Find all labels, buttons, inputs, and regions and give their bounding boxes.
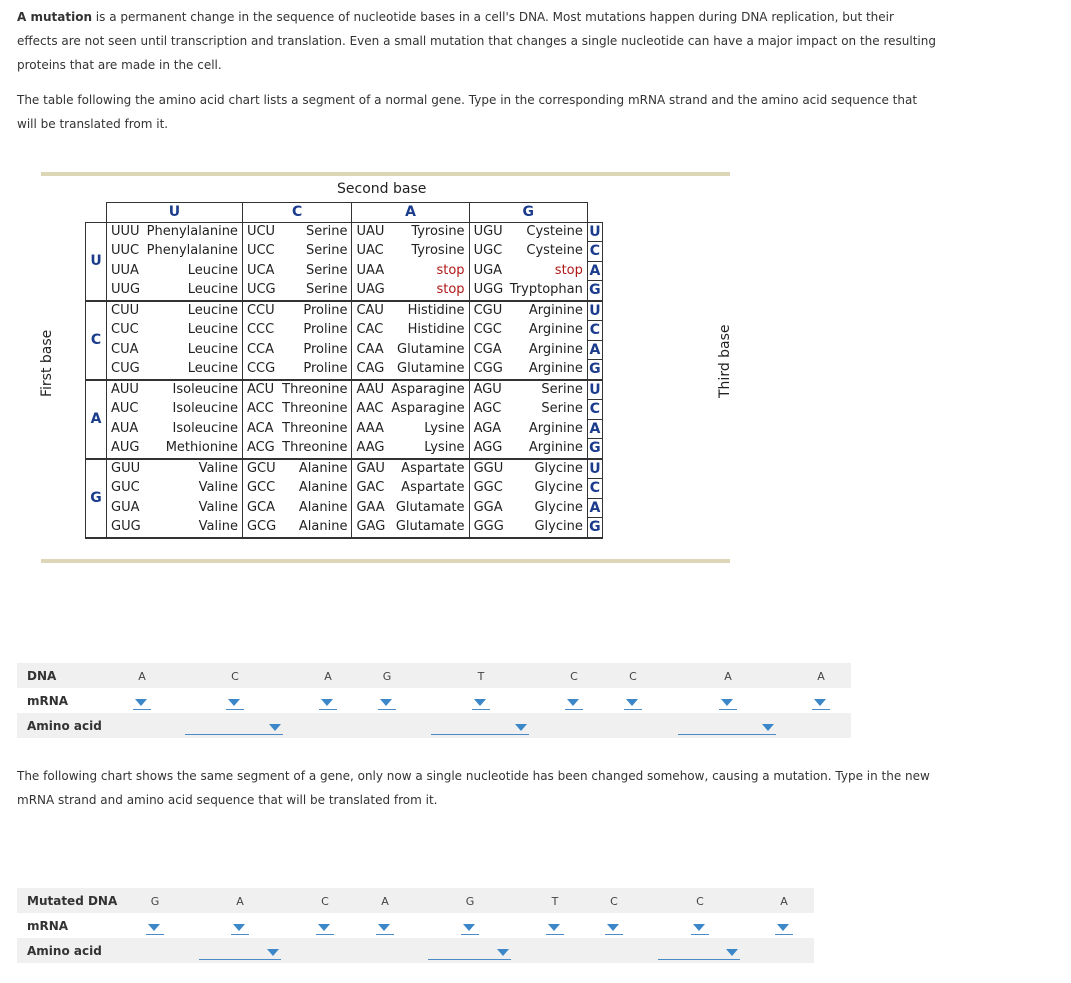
amino-acid-name: Proline [279,340,352,360]
dropdown-underline [428,959,511,960]
chevron-down-icon [269,724,281,731]
intro-paragraph [17,5,937,77]
amino-acid-dropdown[interactable] [199,944,281,960]
amino-acid-name: Threonine [279,380,352,400]
mrna-base-dropdown[interactable] [316,919,334,935]
dropdown-underline [226,709,244,710]
amino-acid-name: Arginine [507,360,588,380]
amino-acid-name: Arginine [507,419,588,439]
codon: GGG [469,518,507,538]
chevron-down-icon [474,699,486,706]
third-base-a: A [587,261,602,281]
chevron-down-icon [515,724,527,731]
codon: CGA [469,340,507,360]
codon-row [86,380,603,400]
codon: GUU [107,459,144,479]
codon: UUC [107,242,144,262]
third-base-c: C [587,479,602,499]
codon: UCG [242,281,279,301]
second-base-c: C [242,203,352,223]
dna-row-label: DNA [27,669,57,683]
amino-acid-name: Isoleucine [144,419,243,439]
codon: AGA [469,419,507,439]
mrna-base-dropdown[interactable] [146,919,164,935]
dna-nucleotide: C [570,670,578,683]
header-spacer-right [587,203,602,223]
codon: UUA [107,261,144,281]
mutated-amino-acid-row-label: Amino acid [27,944,102,958]
codon: AAC [352,400,388,420]
dna-nucleotide: C [231,670,239,683]
codon: AUC [107,400,144,420]
dna-nucleotide: A [138,670,146,683]
codon: UGG [469,281,507,301]
mutation-term: A mutation [17,10,92,24]
dna-nucleotide: T [551,895,559,908]
codon: AGC [469,400,507,420]
amino-acid-name: Tyrosine [388,222,469,242]
amino-acid-name: Aspartate [388,459,469,479]
amino-acid-dropdown[interactable] [431,719,529,735]
dropdown-underline [624,709,642,710]
amino-acid-dropdown[interactable] [428,944,511,960]
dropdown-underline [565,709,583,710]
amino-acid-name: Asparagine [388,400,469,420]
dropdown-underline [378,709,396,710]
codon: CGG [469,360,507,380]
codon: GAG [352,518,388,538]
codon-row [86,419,603,439]
codon-row [86,261,603,281]
dna-nucleotide: G [465,895,475,908]
codon-row [86,222,603,242]
mutated-mrna-row-label: mRNA [27,919,69,933]
codon: UUG [107,281,144,301]
amino-acid-row-label: Amino acid [27,719,102,733]
amino-acid-name: Leucine [144,301,243,321]
chevron-down-icon [626,699,638,706]
dropdown-underline [605,934,623,935]
dropdown-underline [316,934,334,935]
amino-acid-name: Arginine [507,439,588,459]
amino-acid-name: Phenylalanine [144,222,243,242]
amino-acid-name: Glycine [507,518,588,538]
chevron-down-icon [321,699,333,706]
chevron-down-icon [721,699,733,706]
dna-nucleotide: C [696,895,704,908]
first-base-label: First base [39,329,55,397]
amino-acid-name: Glutamate [388,498,469,518]
chevron-down-icon [380,699,392,706]
amino-acid-name: Cysteine [507,242,588,262]
codon: AGU [469,380,507,400]
third-base-g: G [587,518,602,538]
codon: GGU [469,459,507,479]
dropdown-underline [678,734,776,735]
amino-acid-row [17,713,851,738]
intro-text: is a permanent change in the sequence of nucleotide bases in a cell's DNA. Most mutations happen during DNA replication, but their effects are not seen until transcription and translation. Even a small mutation that changes a single nucleotide can have a major impact on the resulting proteins that are made in the cell. [17,10,936,72]
chevron-down-icon [378,924,390,931]
codon: CUU [107,301,144,321]
third-base-label: Third base [717,324,733,398]
codon-row [86,281,603,301]
chevron-down-icon [777,924,789,931]
mrna-base-dropdown[interactable] [546,919,564,935]
codon-row [86,301,603,321]
codon: GCU [242,459,279,479]
codon-row [86,340,603,360]
chevron-down-icon [233,924,245,931]
amino-acid-name: Arginine [507,301,588,321]
second-base-label: Second base [337,181,427,197]
amino-acid-name: Valine [144,518,243,538]
mrna-row [17,688,851,713]
codon: GAC [352,479,388,499]
codon: CAC [352,321,388,341]
codon-row [86,242,603,262]
stop-codon-label: stop [388,281,469,301]
codon: CAA [352,340,388,360]
amino-acid-dropdown[interactable] [185,719,283,735]
codon: UAC [352,242,388,262]
dropdown-underline [691,934,709,935]
amino-acid-name: Leucine [144,321,243,341]
amino-acid-name: Tryptophan [507,281,588,301]
header-spacer [86,203,107,223]
dropdown-underline [546,934,564,935]
third-base-g: G [587,360,602,380]
dropdown-underline [376,934,394,935]
codon-row [86,518,603,538]
third-base-a: A [587,498,602,518]
amino-acid-name: Serine [279,222,352,242]
amino-acid-name: Serine [279,242,352,262]
mutation-instructions: The following chart shows the same segment of a gene, only now a single nucleotide has been changed somehow, causing a mutation. Type in the new mRNA strand and amino acid sequence that will be translated from it. [17,769,930,807]
mrna-base-dropdown[interactable] [461,919,479,935]
codon-row [86,439,603,459]
amino-acid-dropdown[interactable] [658,944,740,960]
codon: UGU [469,222,507,242]
first-base-u: U [86,222,107,301]
codon: GCC [242,479,279,499]
codon: UUU [107,222,144,242]
codon: CCA [242,340,279,360]
third-base-u: U [589,223,601,240]
amino-acid-name: Leucine [144,340,243,360]
codon: AGG [469,439,507,459]
mrna-base-dropdown[interactable] [624,694,642,710]
stop-codon-label: stop [388,261,469,281]
codon-row [86,459,603,479]
chevron-down-icon [228,699,240,706]
chevron-down-icon [762,724,774,731]
dropdown-underline [431,734,529,735]
codon: UCA [242,261,279,281]
dna-nucleotide: A [324,670,332,683]
dna-nucleotide: A [724,670,732,683]
third-base-g: G [587,281,602,301]
amino-acid-name: Histidine [388,321,469,341]
dropdown-underline [658,959,740,960]
chevron-down-icon [693,924,705,931]
chevron-down-icon [607,924,619,931]
amino-acid-name: Alanine [279,498,352,518]
third-base-g: G [587,439,602,459]
amino-acid-name: Threonine [279,419,352,439]
codon: AUU [107,380,144,400]
codon: UAG [352,281,388,301]
third-base-a: A [587,419,602,439]
dropdown-underline [461,934,479,935]
chevron-down-icon [135,699,147,706]
dna-nucleotide: A [381,895,389,908]
amino-acid-name: Proline [279,301,352,321]
amino-acid-name: Valine [144,498,243,518]
third-base-u: U [587,459,602,479]
dna-nucleotide: A [780,895,788,908]
mrna-base-dropdown[interactable] [378,694,396,710]
mutated-sequence-table [17,888,814,963]
chevron-down-icon [148,924,160,931]
codon: UGA [469,261,507,281]
codon: CUG [107,360,144,380]
dna-nucleotide: C [610,895,618,908]
amino-acid-name: Tyrosine [388,242,469,262]
mrna-base-dropdown[interactable] [719,694,737,710]
amino-acid-name: Threonine [279,439,352,459]
codon: CCG [242,360,279,380]
chevron-down-icon [567,699,579,706]
dropdown-underline [319,709,337,710]
codon-chart [39,172,733,563]
third-base-c: C [587,242,602,262]
codon: ACU [242,380,279,400]
amino-acid-name: Leucine [144,261,243,281]
amino-acid-name: Serine [279,281,352,301]
mrna-row-label: mRNA [27,694,69,708]
mrna-base-dropdown[interactable] [133,694,151,710]
amino-acid-name: Glutamine [388,360,469,380]
amino-acid-name: Serine [279,261,352,281]
chevron-down-icon [548,924,560,931]
codon: CGC [469,321,507,341]
codon: AAU [352,380,388,400]
first-base-a: A [86,380,107,459]
second-base-u: U [107,203,243,223]
dropdown-underline [812,709,830,710]
mrna-base-dropdown[interactable] [605,919,623,935]
dropdown-underline [185,734,283,735]
dropdown-underline [231,934,249,935]
dropdown-underline [719,709,737,710]
dropdown-underline [133,709,151,710]
mrna-base-dropdown[interactable] [472,694,490,710]
amino-acid-name: Histidine [388,301,469,321]
second-base-a: A [352,203,469,223]
third-base-c: C [587,321,602,341]
codon: GUA [107,498,144,518]
codon-row [86,479,603,499]
dna-row [17,663,851,688]
mrna-base-dropdown[interactable] [812,694,830,710]
amino-acid-name: Isoleucine [144,400,243,420]
chevron-down-icon [267,949,279,956]
mutated-dna-row [17,888,814,913]
dna-nucleotide: A [817,670,825,683]
codon: AUA [107,419,144,439]
dna-nucleotide: T [477,670,485,683]
codon: UCU [242,222,279,242]
amino-acid-name: Phenylalanine [144,242,243,262]
amino-acid-name: Arginine [507,340,588,360]
amino-acid-dropdown[interactable] [678,719,776,735]
third-base-u: U [587,301,602,321]
chevron-down-icon [463,924,475,931]
amino-acid-name: Proline [279,360,352,380]
amino-acid-name: Arginine [507,321,588,341]
codon: UGC [469,242,507,262]
amino-acid-name: Methionine [144,439,243,459]
codon: CGU [469,301,507,321]
amino-acid-name: Alanine [279,518,352,538]
chevron-down-icon [814,699,826,706]
chevron-down-icon [318,924,330,931]
amino-acid-name: Asparagine [388,380,469,400]
normal-sequence-table [17,663,851,738]
codon: UAA [352,261,388,281]
dropdown-underline [146,934,164,935]
amino-acid-name: Threonine [279,400,352,420]
codon: GGA [469,498,507,518]
amino-acid-name: Glycine [507,459,588,479]
mutated-mrna-row [17,913,814,938]
codon-row [86,360,603,380]
amino-acid-name: Serine [507,400,588,420]
amino-acid-name: Glycine [507,498,588,518]
codon: GUC [107,479,144,499]
codon: UAU [352,222,388,242]
codon: CAG [352,360,388,380]
third-base-c: C [587,400,602,420]
mutated-dna-row-label: Mutated DNA [27,894,118,908]
codon: GAU [352,459,388,479]
mrna-base-dropdown[interactable] [565,694,583,710]
codon: GUG [107,518,144,538]
codon: CUC [107,321,144,341]
codon: GCA [242,498,279,518]
codon: UCC [242,242,279,262]
codon: CUA [107,340,144,360]
amino-acid-name: Proline [279,321,352,341]
dna-nucleotide: G [382,670,392,683]
codon: ACC [242,400,279,420]
codon: GAA [352,498,388,518]
mrna-base-dropdown[interactable] [226,694,244,710]
instructions-paragraph: The table following the amino acid chart lists a segment of a normal gene. Type in the corresponding mRNA strand and the amino acid sequence that will be translated from it. [17,93,918,131]
chart-bottom-rule [41,559,730,563]
dna-nucleotide: G [150,895,160,908]
amino-acid-name: Lysine [388,419,469,439]
amino-acid-name: Isoleucine [144,380,243,400]
codon-row [86,321,603,341]
mrna-base-dropdown[interactable] [319,694,337,710]
amino-acid-name: Glutamate [388,518,469,538]
dropdown-underline [775,934,793,935]
amino-acid-name: Glycine [507,479,588,499]
dropdown-underline [199,959,281,960]
mrna-base-dropdown[interactable] [231,919,249,935]
dna-nucleotide: C [321,895,329,908]
chevron-down-icon [497,949,509,956]
amino-acid-name: Alanine [279,479,352,499]
codon: ACA [242,419,279,439]
amino-acid-name: Aspartate [388,479,469,499]
second-base-g: G [469,203,587,223]
first-base-c: C [86,301,107,380]
codon: CAU [352,301,388,321]
amino-acid-name: Cysteine [507,222,588,242]
first-base-g: G [86,459,107,538]
amino-acid-name: Leucine [144,281,243,301]
third-base-u: U [587,380,602,400]
codon: ACG [242,439,279,459]
amino-acid-name: Serine [507,380,588,400]
codon-row [86,498,603,518]
amino-acid-name: Valine [144,459,243,479]
dropdown-underline [472,709,490,710]
codon: GCG [242,518,279,538]
mrna-base-dropdown[interactable] [775,919,793,935]
amino-acid-name: Valine [144,479,243,499]
amino-acid-name: Alanine [279,459,352,479]
amino-acid-name: Lysine [388,439,469,459]
codon: AUG [107,439,144,459]
codon-table [85,202,603,539]
mrna-base-dropdown[interactable] [691,919,709,935]
codon: AAG [352,439,388,459]
dna-nucleotide: A [236,895,244,908]
mutated-amino-acid-row [17,938,814,963]
stop-codon-label: stop [507,261,588,281]
chevron-down-icon [726,949,738,956]
chart-top-rule [41,172,730,176]
codon: AAA [352,419,388,439]
codon: CCU [242,301,279,321]
codon: GGC [469,479,507,499]
codon-row [86,400,603,420]
amino-acid-name: Glutamine [388,340,469,360]
third-base-a: A [587,340,602,360]
dna-nucleotide: C [629,670,637,683]
mrna-base-dropdown[interactable] [376,919,394,935]
codon: CCC [242,321,279,341]
amino-acid-name: Leucine [144,360,243,380]
